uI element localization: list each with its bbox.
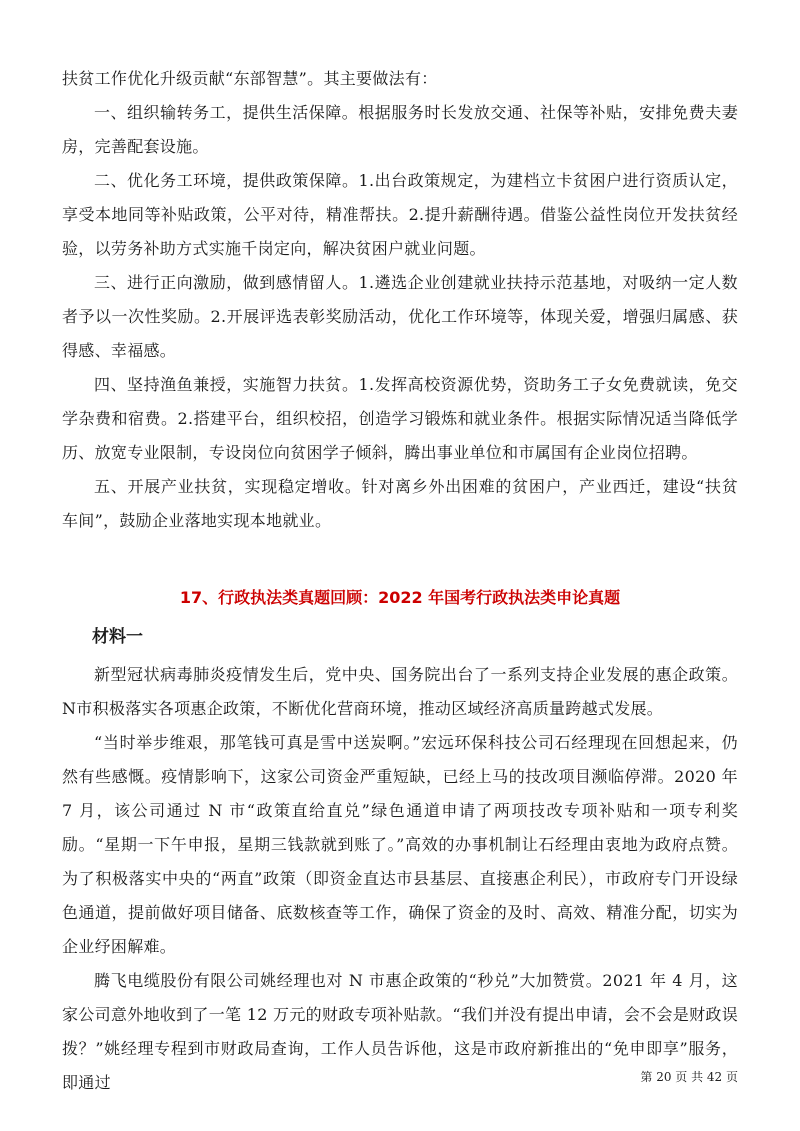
page-number: 第 20 页 共 42 页: [640, 1070, 738, 1084]
paragraph-point-2: 二、优化务工环境，提供政策保障。1.出台政策规定，为建档立卡贫困户进行资质认定，享受本地同等补贴政策，公平对待，精准帮扶。2.提升薪酬待遇。借鉴公益性岗位开发扶贫经验，以劳务补助方式实施千岗定向，解决贫困户就业问题。: [62, 171, 738, 258]
paragraph-intro: 扶贫工作优化升级贡献“东部智慧”。其主要做法有：: [62, 69, 438, 88]
paragraph-point-3: 三、进行正向激励，做到感情留人。1.遴选企业创建就业扶持示范基地，对吸纳一定人数者予以一次性奖励。2.开展评选表彰奖励活动，优化工作环境等，体现关爱，增强归属感、获得感、幸福感。: [62, 273, 738, 360]
paragraph-material-1: 新型冠状病毒肺炎疫情发生后，党中央、国务院出台了一系列支持企业发展的惠企政策。N市积极落实各项惠企政策，不断优化营商环境，推动区域经济高质量跨越式发展。: [62, 665, 738, 718]
material-label: 材料一: [92, 627, 143, 647]
paragraph-point-5: 五、开展产业扶贫，实现稳定增收。针对离乡外出困难的贫困户，产业西迁，建设“扶贫车间”，鼓励企业落地实现本地就业。: [62, 477, 738, 530]
paragraph-material-2: “当时举步维艰，那笔钱可真是雪中送炭啊。”宏远环保科技公司石经理现在回想起来，仍然有些感慨。疫情影响下，这家公司资金严重短缺，已经上马的技改项目濒临停滞。2020 年 7 月，该公司通过 N 市“政策直给直兑”绿色通道申请了两项技改专项补贴和一项专利奖励。“星期一下午申报，星期三钱款就到账了。”高效的办事机制让石经理由衷地为政府点赞。为了积极落实中央的“两直”政策（即资金直达市县基层、直接惠企利民），市政府专门开设绿色通道，提前做好项目储备、底数核查等工作，确保了资金的及时、高效、精准分配，切实为企业纾困解难。: [62, 733, 738, 956]
paragraph-material-3: 腾飞电缆股份有限公司姚经理也对 N 市惠企政策的“秒兑”大加赞赏。2021 年 4 月，这家公司意外地收到了一笔 12 万元的财政专项补贴款。“我们并没有提出申请，会不会是财政误拨？”姚经理专程到市财政局查询，工作人员告诉他，这是市政府新推出的“免申即享”服务，即通过: [62, 971, 738, 1092]
section-heading: 17、行政执法类真题回顾：2022 年国考行政执法类申论真题: [179, 588, 621, 607]
paragraph-point-1: 一、组织输转务工，提供生活保障。根据服务时长发放交通、社保等补贴，安排免费夫妻房，完善配套设施。: [62, 103, 738, 156]
paragraph-point-4: 四、坚持渔鱼兼授，实施智力扶贫。1.发挥高校资源优势，资助务工子女免费就读，免交学杂费和宿费。2.搭建平台，组织校招，创造学习锻炼和就业条件。根据实际情况适当降低学历、放宽专业限制，专设岗位向贫困学子倾斜，腾出事业单位和市属国有企业岗位招聘。: [62, 375, 738, 462]
